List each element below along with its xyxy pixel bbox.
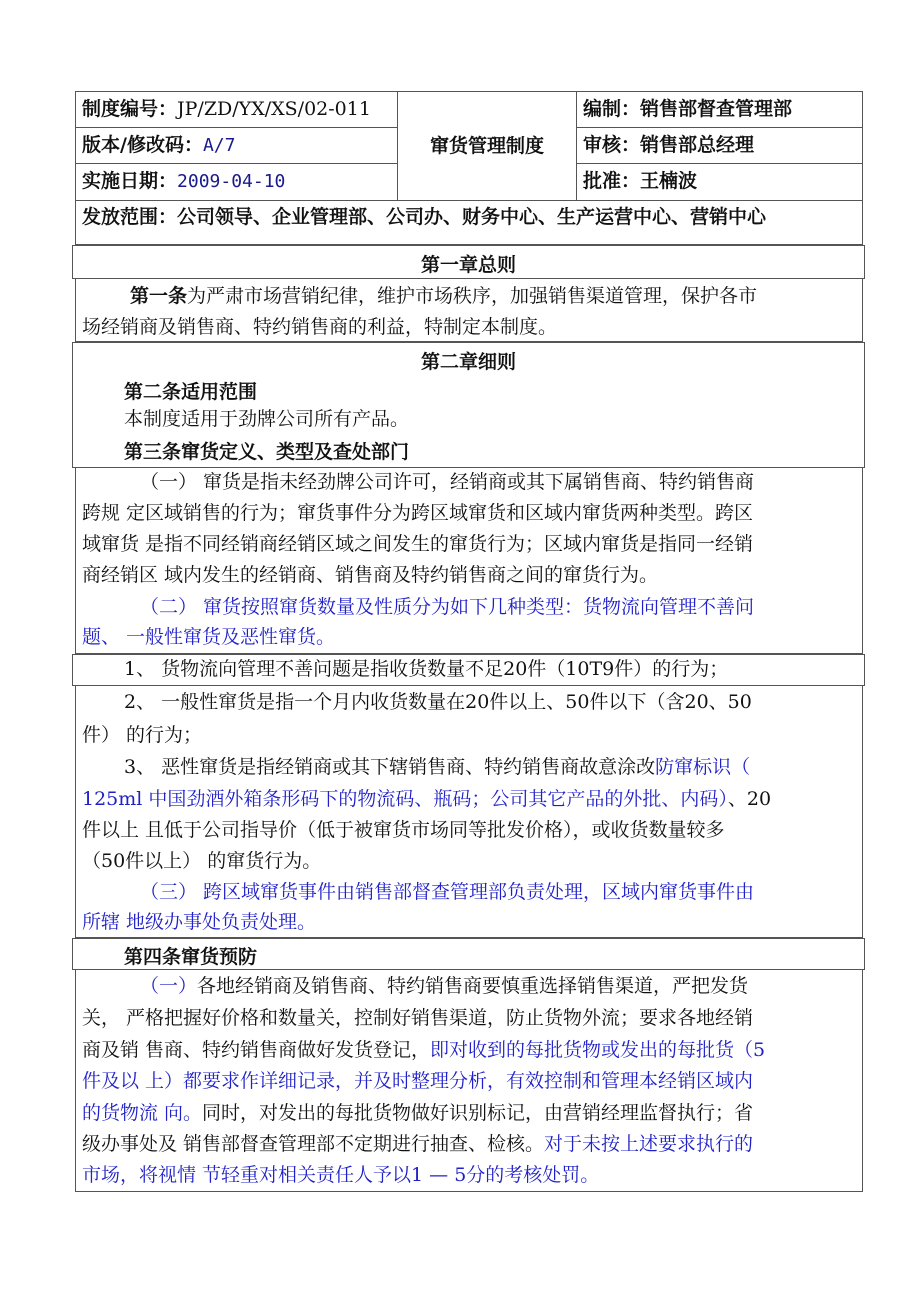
chapter2-title: 第二章细则 [420,351,516,373]
approver-cell [576,163,863,201]
item3-line1-text: 3、 恶性窜货是指经销商或其下辖销售商、特约销售商故意涂改 [124,756,656,778]
item2-line2: 件） 的行为； [82,724,203,746]
p2-line2: 题、 一般性窜货及恶性窜货。 [82,626,336,648]
article2-text: 本制度适用于劲牌公司所有产品。 [124,408,410,430]
distribution-scope [75,200,863,245]
p1-line1: （一） 窜货是指未经劲牌公司许可，经销商或其下属销售商、特约销售商 [140,471,755,493]
doc-code-cell [75,91,398,128]
date-label: 实施日期： [82,170,178,192]
doc-code-value: JP/ZD/YX/XS/02-011 [177,98,371,120]
p4-line3-blue: 即对收到的每批货物或发出的每批货（5 [430,1039,766,1061]
p4-line3 [82,1035,765,1066]
reviewer-cell [576,127,863,164]
p1-line3: 域窜货 是指不同经销商经销区域之间发生的窜货行为；区域内窜货是指同一经销 [82,533,754,555]
p4-line2: 关， 严格把握好价格和数量关，控制好销售渠道，防止货物外流；要求各地经销 [82,1007,754,1029]
title-cell [397,91,577,201]
p4-line1-text: 各地经销商及销售商、特约销售商要慎重选择销售渠道，严把发货 [197,975,749,997]
p3-line2: 所辖 地级办事处负责处理。 [82,911,317,933]
chapter1-title: 第一章总则 [420,254,516,276]
item3-line1-blue: 防窜标识（ [655,756,751,778]
p4-line5 [82,1098,753,1129]
item3-line1 [124,752,750,783]
item3-line4: （50件以上） 的窜货行为。 [82,850,322,872]
article1-head: 第一条 [130,285,188,307]
article4-title: 第四条窜货预防 [124,946,258,968]
version-value: A/7 [202,135,236,156]
p1-line4: 商经销区 域内发生的经销商、销售商及特约销售商之间的窜货行为。 [82,564,659,586]
p4-line1 [82,971,748,1002]
editor-value: 销售部督查管理部 [640,98,793,120]
date-value: 2009-04-10 [177,171,286,192]
p4-line6-blue: 对于未按上述要求执行的 [544,1133,754,1155]
distribution-scope-text: 发放范围：公司领导、企业管理部、公司办、财务中心、生产运营中心、营销中心 [82,206,767,228]
article1-line2: 场经销商及销售商、特约销售商的利益，特制定本制度。 [82,316,558,338]
doc-title: 窜货管理制度 [429,135,544,157]
reviewer-value: 销售部总经理 [640,134,755,156]
item3-line3: 件以上 且低于公司指导价（低于被窜货市场同等批发价格），或收货数量较多 [82,819,725,841]
p4-line6-text: 级办事处及 销售部督查管理部不定期进行抽查、检核。 [82,1133,545,1155]
date-cell [75,163,398,201]
p3-line1: （三） 跨区域窜货事件由销售部督查管理部负责处理，区域内窜货事件由 [140,881,755,903]
editor-label: 编制： [583,98,641,120]
item3-line2 [82,784,771,815]
article1-text1: 为严肃市场营销纪律，维护市场秩序，加强销售渠道管理，保护各市 [187,285,758,307]
approver-value: 王楠波 [640,170,698,192]
p2-line1: （二） 窜货按照窜货数量及性质分为如下几种类型：货物流向管理不善问 [140,596,755,618]
p1-line2: 跨规 定区域销售的行为；窜货事件分为跨区域窜货和区域内窜货两种类型。跨区 [82,502,754,524]
p4-line5-blue: 的货物流 向。 [82,1102,203,1124]
p4-line6 [82,1129,753,1160]
version-cell [75,127,398,164]
article2-title: 第二条适用范围 [124,381,258,403]
reviewer-label: 审核： [583,134,641,156]
version-label: 版本/修改码： [82,134,203,156]
p4-line7: 市场，将视情 节轻重对相关责任人予以1 — 5分的考核处罚。 [82,1164,600,1186]
item2-line1: 2、 一般性窜货是指一个月内收货数量在20件以上、50件以下（含20、50 [124,691,752,713]
p4-line5-text: 同时，对发出的每批货物做好识别标记，由营销经理监督执行；省 [202,1102,754,1124]
item1-text: 1、 货物流向管理不善问题是指收货数量不足20件（10T9件）的行为； [124,658,729,680]
p4-line4: 件及以 上）都要求作详细记录，并及时整理分析，有效控制和管理本经销区域内 [82,1070,754,1092]
p4-line1-blue: （一） [140,975,198,997]
p4-line3-text: 商及销 售商、特约销售商做好发货登记， [82,1039,431,1061]
approver-label: 批准： [583,170,641,192]
item3-line2-blue: 125ml 中国劲酒外箱条形码下的物流码、瓶码；公司其它产品的外批、内码） [82,788,728,810]
doc-code-label: 制度编号： [82,98,178,120]
article3-title: 第三条窜货定义、类型及查处部门 [124,441,410,463]
editor-cell [576,91,863,128]
item3-line2-text: 、20 [727,788,772,810]
article1-line1 [82,281,862,312]
